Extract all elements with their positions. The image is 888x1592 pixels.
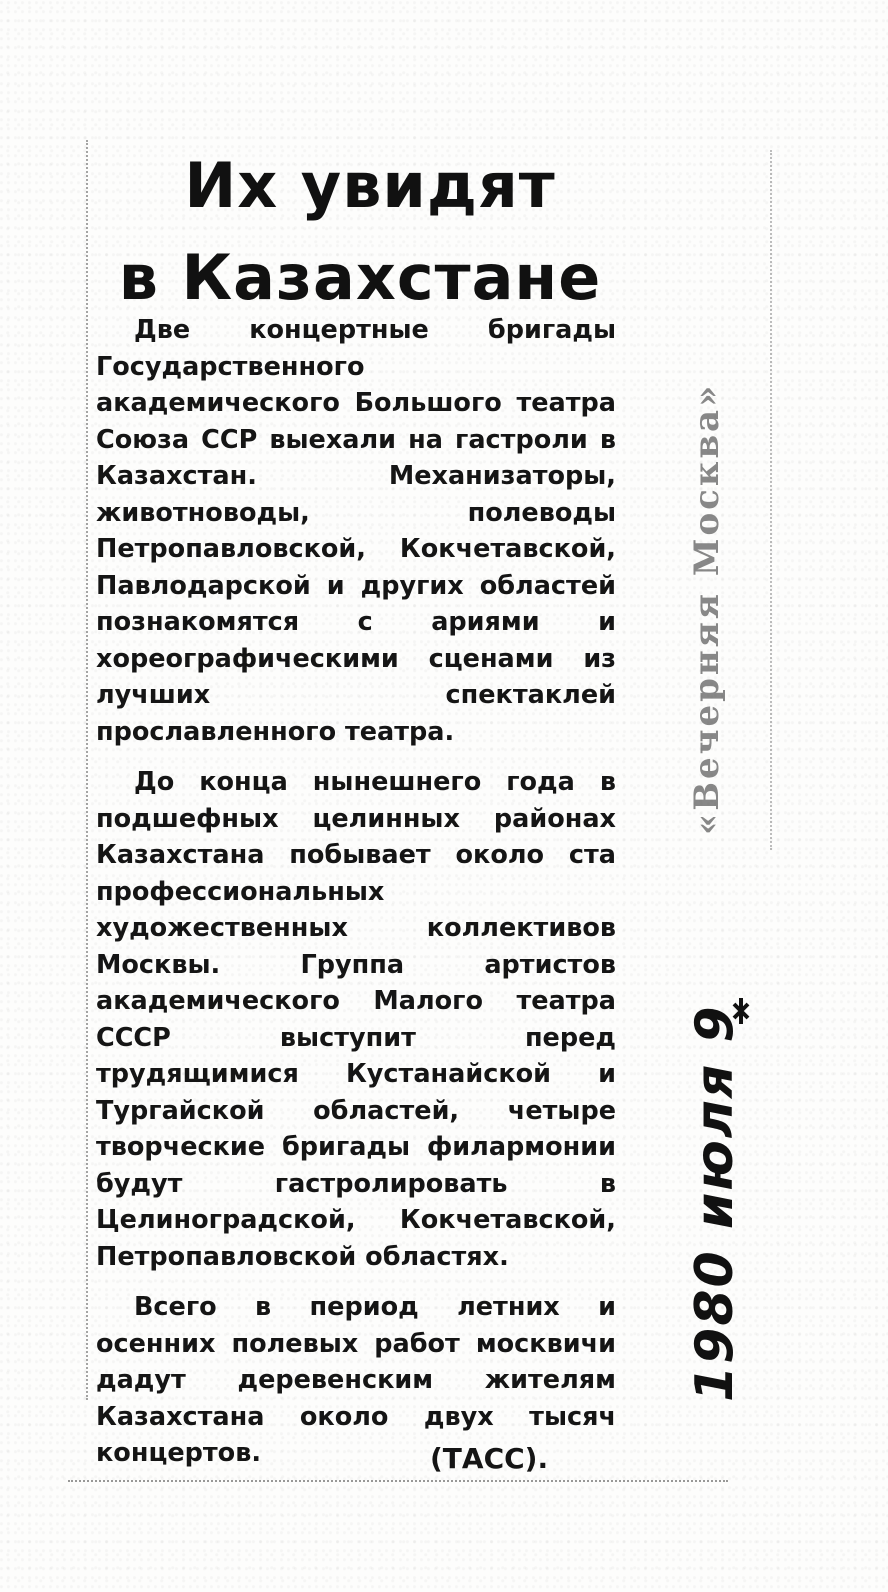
article-paragraph-3: Всего в период летних и осенних полевых работ москвичи дадут деревенским жителям Казахстана около двух тысяч концертов. <box>96 1292 616 1468</box>
headline-line-1: Их увидят <box>184 149 556 222</box>
article-body <box>96 312 616 1486</box>
svg-text:«Вечерняя Москва»: «Вечерняя Москва» <box>687 382 727 835</box>
article-paragraph-1: Две концертные бригады Государственного академического Большого театра Союза ССР выехали на гастроли в Казахстан. Механизаторы, животноводы, полеводы Петропавловской, Кокчетавской, Павлодарской и других областей познакомятся с ариями и хореографическими сценами из лучших спектаклей прославленного театра. <box>96 315 616 747</box>
newspaper-stamp <box>680 300 740 840</box>
headline-line-2: в Казахстане <box>118 241 602 314</box>
handwritten-date <box>660 990 770 1410</box>
article-headline <box>100 140 620 324</box>
article-paragraph-2: До конца нынешнего года в подшефных целинных районах Казахстана побывает около ста профессиональных художественных коллективов Москвы. Группа артистов академического Малого театра СССР выступит перед трудящимися Кустанайской и Тургайской областей, четыре творческие бригады филармонии будут гастролировать в Целиноградской, Кокчетавской, Петропавловской областях. <box>96 767 616 1272</box>
article-source: (ТАСС). <box>430 1442 549 1475</box>
svg-text:1980 июля 9: 1980 июля 9 <box>685 1004 745 1402</box>
clipping-left-edge <box>86 140 88 1400</box>
clipping-right-edge <box>770 150 772 850</box>
